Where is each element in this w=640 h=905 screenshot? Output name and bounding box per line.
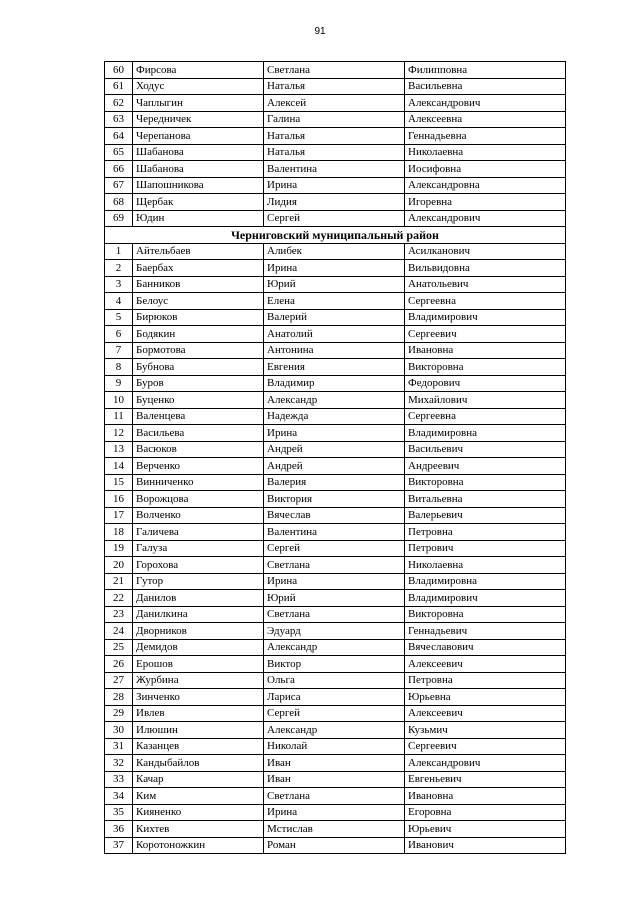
- row-number-cell: 24: [105, 623, 133, 640]
- row-number-cell: 18: [105, 524, 133, 541]
- first-name-cell: Лариса: [264, 689, 405, 706]
- last-name-cell: Качар: [133, 771, 264, 788]
- table-row: [105, 837, 566, 854]
- patronymic-cell: Евгеньевич: [405, 771, 566, 788]
- table-row: [105, 62, 566, 79]
- patronymic-cell: Сергеевна: [405, 408, 566, 425]
- page-number: 91: [314, 26, 326, 37]
- row-number-cell: 22: [105, 590, 133, 607]
- table-row: [105, 705, 566, 722]
- last-name-cell: Горохова: [133, 557, 264, 574]
- patronymic-cell: Владимирович: [405, 309, 566, 326]
- row-number-cell: 17: [105, 507, 133, 524]
- first-name-cell: Андрей: [264, 458, 405, 475]
- patronymic-cell: Сергеевич: [405, 326, 566, 343]
- table-row: [105, 656, 566, 673]
- table-row: [105, 78, 566, 95]
- table-row: [105, 590, 566, 607]
- first-name-cell: Ольга: [264, 672, 405, 689]
- last-name-cell: Данилкина: [133, 606, 264, 623]
- table-row: [105, 161, 566, 178]
- row-number-cell: 16: [105, 491, 133, 508]
- first-name-cell: Юрий: [264, 276, 405, 293]
- last-name-cell: Коротоножкин: [133, 837, 264, 854]
- patronymic-cell: Вильвидовна: [405, 260, 566, 277]
- first-name-cell: Виктор: [264, 656, 405, 673]
- row-number-cell: 23: [105, 606, 133, 623]
- first-name-cell: Сергей: [264, 540, 405, 557]
- table-row: [105, 540, 566, 557]
- table-row: [105, 458, 566, 475]
- first-name-cell: Андрей: [264, 441, 405, 458]
- table-row: [105, 573, 566, 590]
- last-name-cell: Шапошникова: [133, 177, 264, 194]
- row-number-cell: 19: [105, 540, 133, 557]
- row-number-cell: 29: [105, 705, 133, 722]
- table-row: [105, 144, 566, 161]
- table-row: [105, 359, 566, 376]
- patronymic-cell: Геннадьевна: [405, 128, 566, 145]
- first-name-cell: Мстислав: [264, 821, 405, 838]
- last-name-cell: Винниченко: [133, 474, 264, 491]
- last-name-cell: Баербах: [133, 260, 264, 277]
- table-row: [105, 524, 566, 541]
- roster-rows-after: [105, 243, 566, 854]
- patronymic-cell: Александрович: [405, 95, 566, 112]
- patronymic-cell: Михайлович: [405, 392, 566, 409]
- patronymic-cell: Игоревна: [405, 194, 566, 211]
- patronymic-cell: Владимировна: [405, 573, 566, 590]
- patronymic-cell: Викторовна: [405, 606, 566, 623]
- last-name-cell: Кияненко: [133, 804, 264, 821]
- patronymic-cell: Александрович: [405, 210, 566, 227]
- row-number-cell: 25: [105, 639, 133, 656]
- first-name-cell: Светлана: [264, 606, 405, 623]
- table-row: [105, 95, 566, 112]
- last-name-cell: Ерошов: [133, 656, 264, 673]
- row-number-cell: 20: [105, 557, 133, 574]
- first-name-cell: Галина: [264, 111, 405, 128]
- row-number-cell: 12: [105, 425, 133, 442]
- roster-rows-before: [105, 62, 566, 227]
- patronymic-cell: Андреевич: [405, 458, 566, 475]
- row-number-cell: 61: [105, 78, 133, 95]
- last-name-cell: Волченко: [133, 507, 264, 524]
- patronymic-cell: Егоровна: [405, 804, 566, 821]
- row-number-cell: 35: [105, 804, 133, 821]
- patronymic-cell: Ивановна: [405, 342, 566, 359]
- row-number-cell: 30: [105, 722, 133, 739]
- row-number-cell: 36: [105, 821, 133, 838]
- last-name-cell: Буценко: [133, 392, 264, 409]
- first-name-cell: Александр: [264, 392, 405, 409]
- last-name-cell: Банников: [133, 276, 264, 293]
- row-number-cell: 27: [105, 672, 133, 689]
- section-header-row: [105, 227, 566, 244]
- row-number-cell: 13: [105, 441, 133, 458]
- patronymic-cell: Кузьмич: [405, 722, 566, 739]
- first-name-cell: Александр: [264, 722, 405, 739]
- row-number-cell: 32: [105, 755, 133, 772]
- row-number-cell: 60: [105, 62, 133, 79]
- last-name-cell: Бирюков: [133, 309, 264, 326]
- first-name-cell: Елена: [264, 293, 405, 310]
- first-name-cell: Светлана: [264, 557, 405, 574]
- last-name-cell: Юдин: [133, 210, 264, 227]
- last-name-cell: Ким: [133, 788, 264, 805]
- last-name-cell: Журбина: [133, 672, 264, 689]
- first-name-cell: Сергей: [264, 705, 405, 722]
- table-row: [105, 788, 566, 805]
- last-name-cell: Бодякин: [133, 326, 264, 343]
- last-name-cell: Гутор: [133, 573, 264, 590]
- table-row: [105, 128, 566, 145]
- last-name-cell: Кандыбайлов: [133, 755, 264, 772]
- first-name-cell: Светлана: [264, 62, 405, 79]
- table-row: [105, 507, 566, 524]
- patronymic-cell: Ивановна: [405, 788, 566, 805]
- roster-table: [104, 61, 566, 854]
- table-row: [105, 177, 566, 194]
- table-row: [105, 425, 566, 442]
- row-number-cell: 10: [105, 392, 133, 409]
- row-number-cell: 5: [105, 309, 133, 326]
- patronymic-cell: Иванович: [405, 837, 566, 854]
- table-row: [105, 821, 566, 838]
- patronymic-cell: Валерьевич: [405, 507, 566, 524]
- table-row: [105, 111, 566, 128]
- table-row: [105, 293, 566, 310]
- row-number-cell: 26: [105, 656, 133, 673]
- first-name-cell: Вячеслав: [264, 507, 405, 524]
- patronymic-cell: Николаевна: [405, 144, 566, 161]
- first-name-cell: Евгения: [264, 359, 405, 376]
- last-name-cell: Буров: [133, 375, 264, 392]
- last-name-cell: Щербак: [133, 194, 264, 211]
- first-name-cell: Владимир: [264, 375, 405, 392]
- last-name-cell: Чаплыгин: [133, 95, 264, 112]
- table-row: [105, 771, 566, 788]
- first-name-cell: Валерия: [264, 474, 405, 491]
- patronymic-cell: Николаевна: [405, 557, 566, 574]
- table-row: [105, 326, 566, 343]
- table-row: [105, 408, 566, 425]
- first-name-cell: Ирина: [264, 573, 405, 590]
- last-name-cell: Бормотова: [133, 342, 264, 359]
- last-name-cell: Фирсова: [133, 62, 264, 79]
- row-number-cell: 6: [105, 326, 133, 343]
- patronymic-cell: Витальевна: [405, 491, 566, 508]
- row-number-cell: 28: [105, 689, 133, 706]
- row-number-cell: 31: [105, 738, 133, 755]
- table-row: [105, 474, 566, 491]
- row-number-cell: 15: [105, 474, 133, 491]
- last-name-cell: Галичева: [133, 524, 264, 541]
- last-name-cell: Данилов: [133, 590, 264, 607]
- table-row: [105, 623, 566, 640]
- table-row: [105, 392, 566, 409]
- table-row: [105, 260, 566, 277]
- table-row: [105, 557, 566, 574]
- patronymic-cell: Геннадьевич: [405, 623, 566, 640]
- patronymic-cell: Васильевна: [405, 78, 566, 95]
- patronymic-cell: Александровна: [405, 177, 566, 194]
- last-name-cell: Ворожцова: [133, 491, 264, 508]
- last-name-cell: Галуза: [133, 540, 264, 557]
- last-name-cell: Васюков: [133, 441, 264, 458]
- first-name-cell: Николай: [264, 738, 405, 755]
- last-name-cell: Белоус: [133, 293, 264, 310]
- last-name-cell: Демидов: [133, 639, 264, 656]
- first-name-cell: Ирина: [264, 425, 405, 442]
- table-row: [105, 639, 566, 656]
- first-name-cell: Алибек: [264, 243, 405, 260]
- patronymic-cell: Викторовна: [405, 359, 566, 376]
- first-name-cell: Ирина: [264, 804, 405, 821]
- row-number-cell: 2: [105, 260, 133, 277]
- row-number-cell: 64: [105, 128, 133, 145]
- section-title: Черниговский муниципальный район: [105, 227, 566, 244]
- patronymic-cell: Федорович: [405, 375, 566, 392]
- row-number-cell: 66: [105, 161, 133, 178]
- last-name-cell: Чередничек: [133, 111, 264, 128]
- patronymic-cell: Владимирович: [405, 590, 566, 607]
- last-name-cell: Шабанова: [133, 144, 264, 161]
- first-name-cell: Александр: [264, 639, 405, 656]
- row-number-cell: 21: [105, 573, 133, 590]
- row-number-cell: 3: [105, 276, 133, 293]
- first-name-cell: Роман: [264, 837, 405, 854]
- first-name-cell: Антонина: [264, 342, 405, 359]
- table-row: [105, 606, 566, 623]
- first-name-cell: Валерий: [264, 309, 405, 326]
- table-row: [105, 722, 566, 739]
- first-name-cell: Ирина: [264, 177, 405, 194]
- patronymic-cell: Александрович: [405, 755, 566, 772]
- first-name-cell: Виктория: [264, 491, 405, 508]
- first-name-cell: Наталья: [264, 78, 405, 95]
- row-number-cell: 37: [105, 837, 133, 854]
- patronymic-cell: Алексеевич: [405, 705, 566, 722]
- table-row: [105, 738, 566, 755]
- patronymic-cell: Анатольевич: [405, 276, 566, 293]
- last-name-cell: Васильева: [133, 425, 264, 442]
- table-row: [105, 689, 566, 706]
- row-number-cell: 69: [105, 210, 133, 227]
- first-name-cell: Юрий: [264, 590, 405, 607]
- table-row: [105, 243, 566, 260]
- last-name-cell: Казанцев: [133, 738, 264, 755]
- table-row: [105, 342, 566, 359]
- table-row: [105, 491, 566, 508]
- row-number-cell: 9: [105, 375, 133, 392]
- first-name-cell: Эдуард: [264, 623, 405, 640]
- first-name-cell: Сергей: [264, 210, 405, 227]
- first-name-cell: Анатолий: [264, 326, 405, 343]
- patronymic-cell: Юрьевич: [405, 821, 566, 838]
- table-row: [105, 755, 566, 772]
- first-name-cell: Иван: [264, 755, 405, 772]
- table-row: [105, 441, 566, 458]
- patronymic-cell: Алексеевич: [405, 656, 566, 673]
- patronymic-cell: Сергеевна: [405, 293, 566, 310]
- first-name-cell: Надежда: [264, 408, 405, 425]
- patronymic-cell: Алексеевна: [405, 111, 566, 128]
- first-name-cell: Валентина: [264, 524, 405, 541]
- last-name-cell: Ивлев: [133, 705, 264, 722]
- first-name-cell: Наталья: [264, 144, 405, 161]
- patronymic-cell: Викторовна: [405, 474, 566, 491]
- patronymic-cell: Петровна: [405, 524, 566, 541]
- first-name-cell: Лидия: [264, 194, 405, 211]
- patronymic-cell: Иосифовна: [405, 161, 566, 178]
- patronymic-cell: Юрьевна: [405, 689, 566, 706]
- last-name-cell: Бубнова: [133, 359, 264, 376]
- patronymic-cell: Петрович: [405, 540, 566, 557]
- last-name-cell: Зинченко: [133, 689, 264, 706]
- row-number-cell: 33: [105, 771, 133, 788]
- last-name-cell: Кихтев: [133, 821, 264, 838]
- row-number-cell: 4: [105, 293, 133, 310]
- row-number-cell: 65: [105, 144, 133, 161]
- row-number-cell: 14: [105, 458, 133, 475]
- table-row: [105, 309, 566, 326]
- last-name-cell: Валенцева: [133, 408, 264, 425]
- patronymic-cell: Васильевич: [405, 441, 566, 458]
- row-number-cell: 8: [105, 359, 133, 376]
- patronymic-cell: Сергеевич: [405, 738, 566, 755]
- table-row: [105, 804, 566, 821]
- patronymic-cell: Вячеславович: [405, 639, 566, 656]
- table-row: [105, 672, 566, 689]
- table-row: [105, 194, 566, 211]
- patronymic-cell: Филипповна: [405, 62, 566, 79]
- patronymic-cell: Владимировна: [405, 425, 566, 442]
- last-name-cell: Шабанова: [133, 161, 264, 178]
- first-name-cell: Наталья: [264, 128, 405, 145]
- row-number-cell: 11: [105, 408, 133, 425]
- first-name-cell: Иван: [264, 771, 405, 788]
- row-number-cell: 34: [105, 788, 133, 805]
- last-name-cell: Дворников: [133, 623, 264, 640]
- table-row: [105, 210, 566, 227]
- row-number-cell: 62: [105, 95, 133, 112]
- patronymic-cell: Петровна: [405, 672, 566, 689]
- first-name-cell: Ирина: [264, 260, 405, 277]
- row-number-cell: 7: [105, 342, 133, 359]
- last-name-cell: Ходус: [133, 78, 264, 95]
- first-name-cell: Светлана: [264, 788, 405, 805]
- table-row: [105, 375, 566, 392]
- last-name-cell: Илюшин: [133, 722, 264, 739]
- table-row: [105, 276, 566, 293]
- patronymic-cell: Асилканович: [405, 243, 566, 260]
- row-number-cell: 1: [105, 243, 133, 260]
- first-name-cell: Валентина: [264, 161, 405, 178]
- last-name-cell: Черепанова: [133, 128, 264, 145]
- last-name-cell: Айтельбаев: [133, 243, 264, 260]
- last-name-cell: Верченко: [133, 458, 264, 475]
- row-number-cell: 67: [105, 177, 133, 194]
- first-name-cell: Алексей: [264, 95, 405, 112]
- row-number-cell: 68: [105, 194, 133, 211]
- row-number-cell: 63: [105, 111, 133, 128]
